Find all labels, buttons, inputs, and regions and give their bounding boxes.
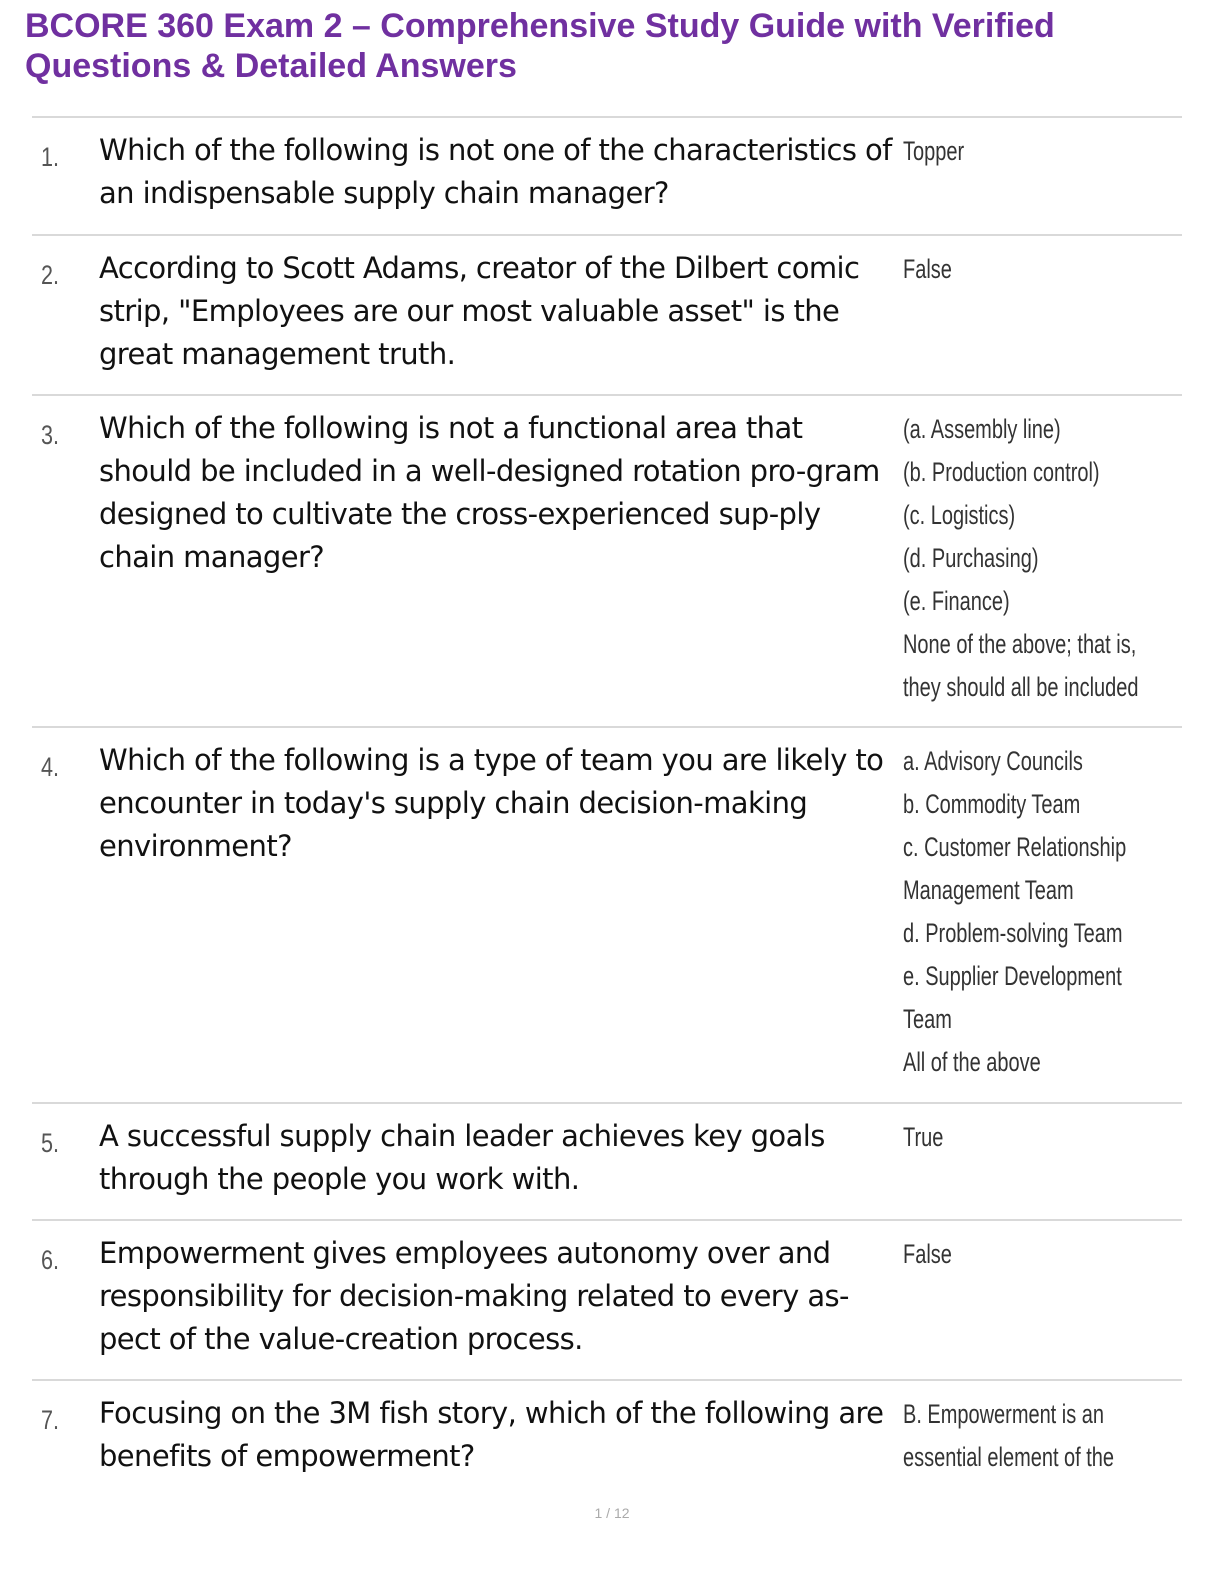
answer-line: (c. Logistics) bbox=[903, 500, 1016, 530]
question-text: Which of the following is a type of team you are likely to encounter in today's supply chain decision-making environment? bbox=[99, 743, 884, 863]
answer-line: (d. Purchasing) bbox=[903, 543, 1039, 573]
answer bbox=[903, 1116, 1184, 1159]
question-number: 2. bbox=[41, 260, 60, 290]
question-text: According to Scott Adams, creator of the Dilbert comic strip, "Employees are our most valuable asset" is the great management truth. bbox=[99, 251, 860, 371]
qa-list bbox=[32, 116, 1182, 1499]
answer-line: All of the above bbox=[903, 1047, 1041, 1077]
answer-line: (b. Production control) bbox=[903, 457, 1100, 487]
qa-item bbox=[32, 394, 1182, 726]
question-number: 7. bbox=[41, 1405, 60, 1435]
answer bbox=[903, 130, 1184, 173]
qa-item bbox=[32, 1219, 1182, 1379]
question-number: 4. bbox=[41, 752, 60, 782]
answer-line: True bbox=[903, 1122, 944, 1152]
qa-item bbox=[32, 116, 1182, 234]
answer-line: they should all be included bbox=[903, 672, 1139, 702]
page-title: BCORE 360 Exam 2 – Comprehensive Study Guide with Verified Questions & Detailed Answers bbox=[25, 7, 1055, 85]
qa-item bbox=[32, 234, 1182, 394]
answer-line: Team bbox=[903, 1004, 952, 1034]
answer-line: False bbox=[903, 254, 952, 284]
question-text: Empowerment gives employees autonomy over and responsibility for decision-making related to every as-pect of the value-creation process. bbox=[99, 1236, 849, 1356]
answer-line: Topper bbox=[903, 136, 965, 166]
question-number: 5. bbox=[41, 1128, 60, 1158]
qa-item bbox=[32, 1102, 1182, 1219]
answer bbox=[903, 740, 1184, 1084]
answer bbox=[903, 1393, 1184, 1479]
question-text: Focusing on the 3M fish story, which of the following are benefits of empowerment? bbox=[99, 1396, 884, 1473]
answer-line: c. Customer Relationship bbox=[903, 832, 1127, 862]
question-text: Which of the following is not one of the characteristics of an indispensable supply chain manager? bbox=[99, 133, 892, 210]
answer-line: Management Team bbox=[903, 875, 1074, 905]
answer-line: a. Advisory Councils bbox=[903, 746, 1083, 776]
answer bbox=[903, 248, 1184, 291]
answer-line: None of the above; that is, bbox=[903, 629, 1137, 659]
qa-item bbox=[32, 1379, 1182, 1499]
question-number: 1. bbox=[41, 142, 60, 172]
page-number: 1 / 12 bbox=[594, 1505, 630, 1521]
answer-line: essential element of the bbox=[903, 1442, 1115, 1472]
question-text: A successful supply chain leader achieves key goals through the people you work with. bbox=[99, 1119, 825, 1196]
question-number: 3. bbox=[41, 420, 60, 450]
answer-line: e. Supplier Development bbox=[903, 961, 1122, 991]
qa-item bbox=[32, 726, 1182, 1102]
answer bbox=[903, 408, 1184, 709]
question-text: Which of the following is not a functional area that should be included in a well-designed rotation pro-gram designed to cultivate the cross-experienced sup-ply chain manager? bbox=[99, 411, 880, 574]
answer-line: b. Commodity Team bbox=[903, 789, 1081, 819]
answer-line: False bbox=[903, 1239, 952, 1269]
answer-line: B. Empowerment is an bbox=[903, 1399, 1104, 1429]
answer-line: (e. Finance) bbox=[903, 586, 1010, 616]
answer-line: (a. Assembly line) bbox=[903, 414, 1061, 444]
question-number: 6. bbox=[41, 1245, 60, 1275]
answer bbox=[903, 1233, 1184, 1276]
answer-line: d. Problem-solving Team bbox=[903, 918, 1123, 948]
